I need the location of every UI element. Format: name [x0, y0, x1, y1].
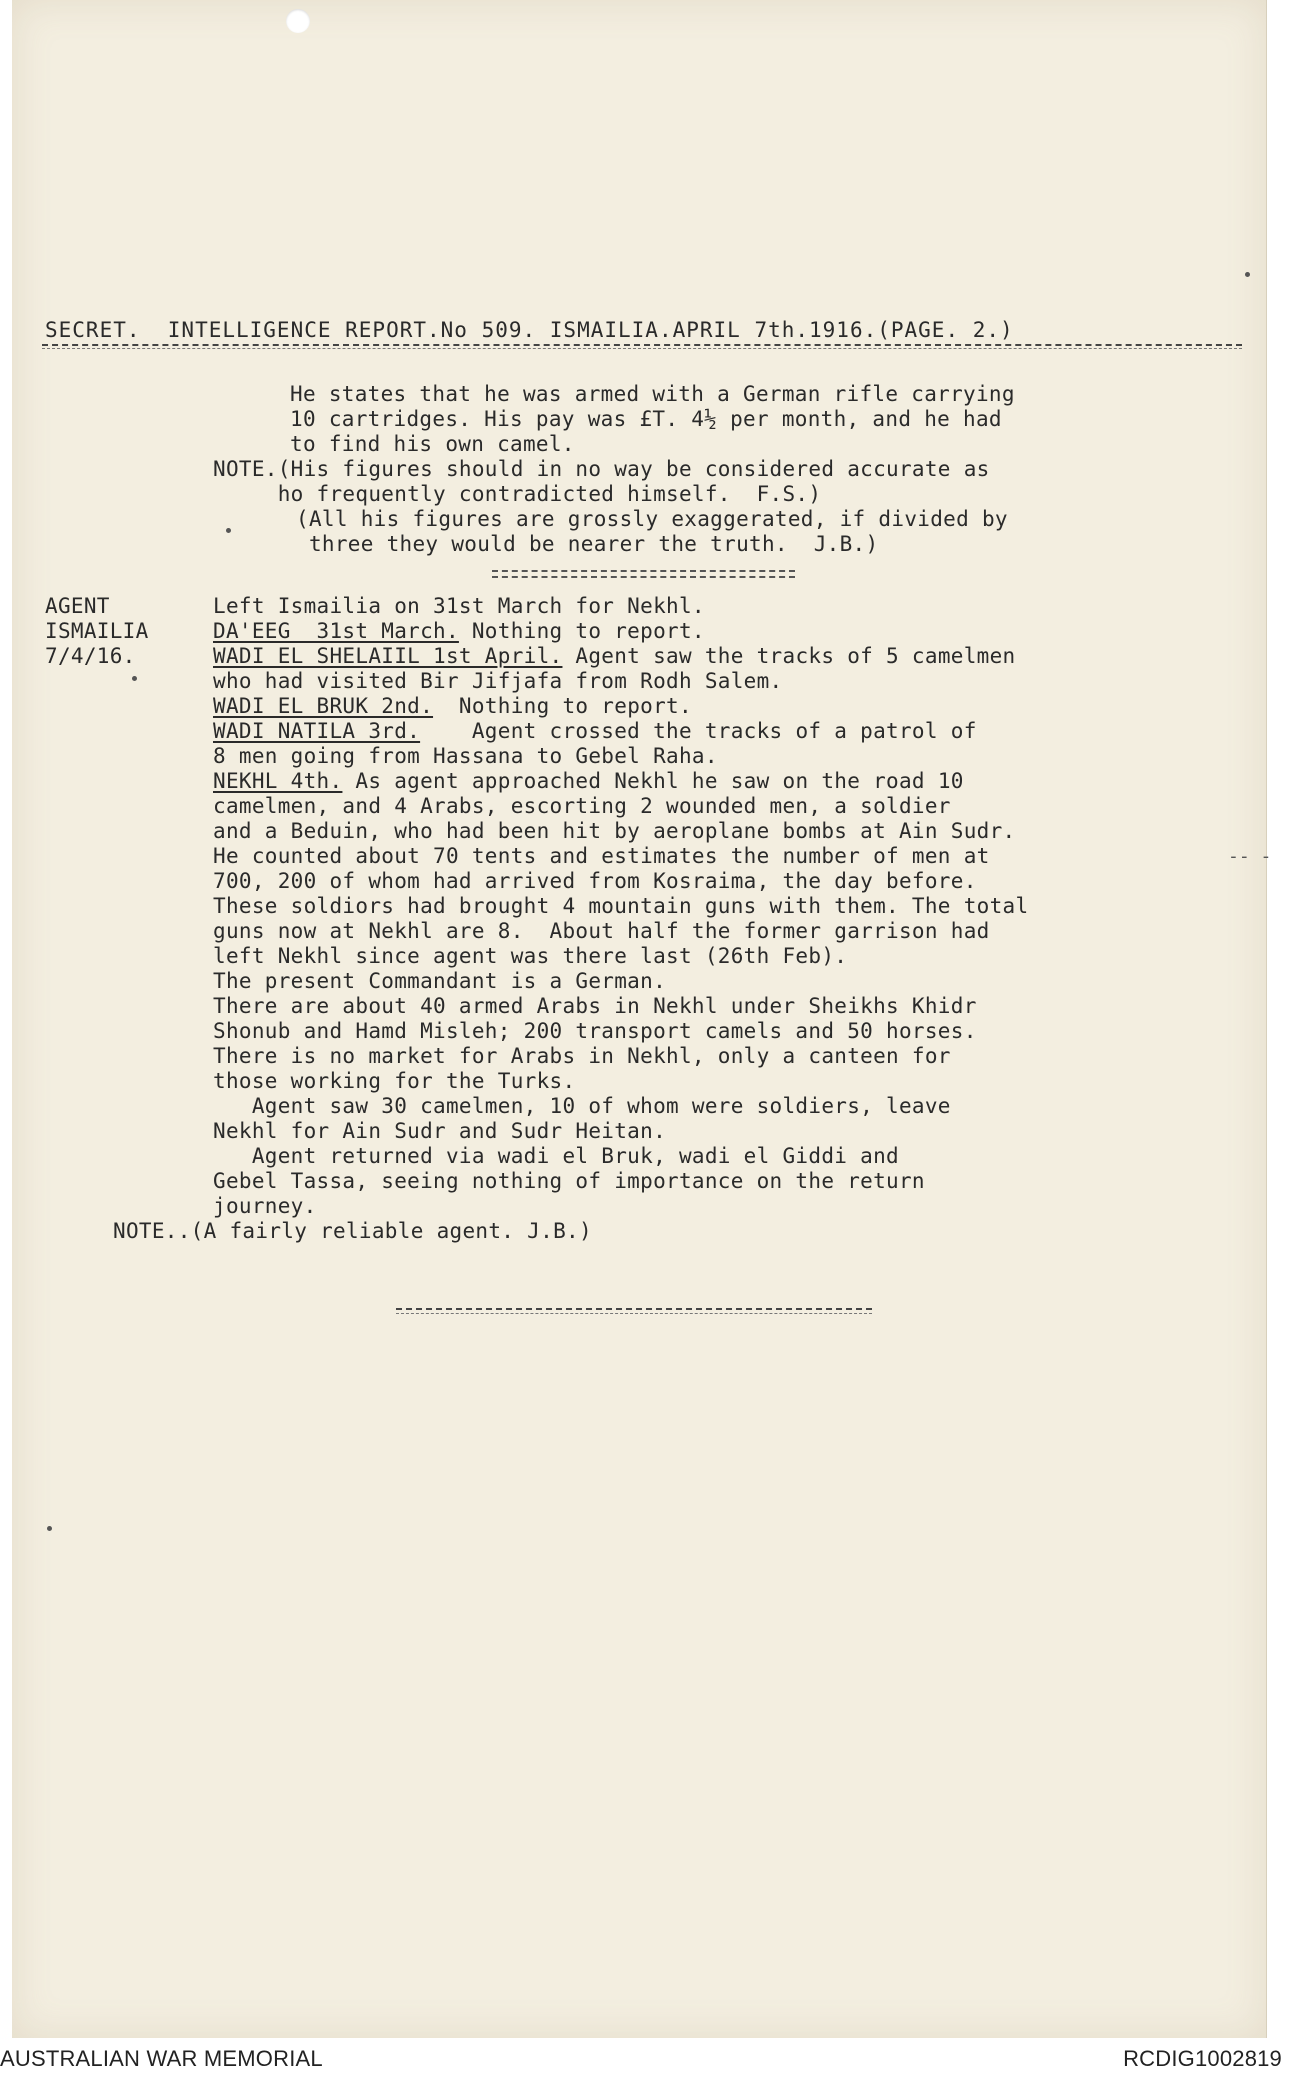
paper-mark — [226, 528, 231, 533]
nekhl-line: journey. — [213, 1194, 317, 1218]
nekhl-line: left Nekhl since agent was there last (26th Feb). — [213, 944, 848, 968]
entry-text: Nothing to report. — [433, 694, 692, 718]
nekhl-line: These soldiors had brought 4 mountain guns with them. The total — [213, 894, 1029, 918]
header-rule — [42, 344, 1242, 346]
paper-mark — [47, 1526, 52, 1531]
entry-bruk — [213, 694, 692, 720]
entry-left-ismailia: Left Ismailia on 31st March for Nekhl. — [213, 594, 705, 618]
entry-text: As agent approached Nekhl he saw on the road 10 — [342, 769, 964, 793]
note-jb-line: three they would be nearer the truth. J.B.) — [296, 532, 879, 556]
section-rule — [492, 576, 795, 578]
nekhl-line: He counted about 70 tents and estimates the number of men at — [213, 844, 990, 868]
nekhl-line: 700, 200 of whom had arrived from Kosraima, the day before. — [213, 869, 977, 893]
archive-credit: AUSTRALIAN WAR MEMORIAL — [0, 2046, 323, 2071]
nekhl-line: There are about 40 armed Arabs in Nekhl under Sheikhs Khidr — [213, 994, 977, 1018]
entry-daeeg — [213, 619, 705, 645]
entry-shelaiil — [213, 644, 1015, 670]
entry-text: Agent saw the tracks of 5 camelmen — [562, 644, 1016, 668]
nekhl-line: those working for the Turks. — [213, 1069, 576, 1093]
nekhl-line: There is no market for Arabs in Nekhl, only a canteen for — [213, 1044, 951, 1068]
entry-natila — [213, 719, 977, 745]
section-rule — [492, 570, 795, 572]
punch-hole — [286, 9, 310, 33]
closing-rule — [396, 1313, 872, 1314]
entry-heading: WADI EL BRUK 2nd. — [213, 694, 434, 718]
closing-rule — [396, 1308, 872, 1310]
nekhl-line: Agent returned via wadi el Bruk, wadi el Giddi and — [213, 1144, 899, 1168]
agent-location: ISMAILIA — [45, 619, 149, 643]
note-jb-line: (All his figures are grossly exaggerated, if divided by — [296, 507, 1008, 531]
entry-line: 8 men going from Hassana to Gebel Raha. — [213, 744, 718, 768]
nekhl-line: Nekhl for Ain Sudr and Sudr Heitan. — [213, 1119, 667, 1143]
agent-label: AGENT — [45, 594, 110, 618]
nekhl-line: Shonub and Hamd Misleh; 200 transport camels and 50 horses. — [213, 1019, 977, 1043]
note-fs-line: ho frequently contradicted himself. F.S.) — [213, 482, 822, 506]
nekhl-line: and a Beduin, who had been hit by aeroplane bombs at Ain Sudr. — [213, 819, 1016, 843]
nekhl-line: Agent saw 30 camelmen, 10 of whom were soldiers, leave — [213, 1094, 951, 1118]
archive-id: RCDIG1002819 — [1123, 2046, 1282, 2071]
entry-heading: WADI EL SHELAIIL 1st April. — [213, 644, 563, 668]
opening-line: to find his own camel. — [290, 432, 575, 456]
agent-date: 7/4/16. — [45, 644, 136, 668]
nekhl-line: The present Commandant is a German. — [213, 969, 667, 993]
entry-text: Nothing to report. — [458, 619, 705, 643]
entry-heading: WADI NATILA 3rd. — [213, 719, 421, 743]
nekhl-line: guns now at Nekhl are 8. About half the former garrison had — [213, 919, 990, 943]
entry-heading: NEKHL 4th. — [213, 769, 343, 793]
entry-nekhl — [213, 769, 964, 795]
paper-mark — [132, 676, 137, 681]
header-rule — [42, 348, 1242, 349]
final-note: NOTE..(A fairly reliable agent. J.B.) — [113, 1219, 592, 1243]
entry-text: Agent crossed the tracks of a patrol of — [420, 719, 977, 743]
note-fs-line: NOTE.(His figures should in no way be considered accurate as — [213, 457, 990, 481]
nekhl-line: Gebel Tassa, seeing nothing of importance on the return — [213, 1169, 925, 1193]
paper-mark — [1245, 272, 1250, 277]
entry-line: who had visited Bir Jifjafa from Rodh Salem. — [213, 669, 783, 693]
margin-mark: -- - — [1228, 846, 1272, 867]
entry-heading: DA'EEG 31st March. — [213, 619, 459, 643]
opening-line: He states that he was armed with a German rifle carrying — [290, 382, 1015, 406]
opening-line: 10 cartridges. His pay was £T. 4½ per month, and he had — [290, 407, 1002, 431]
nekhl-line: camelmen, and 4 Arabs, escorting 2 wounded men, a soldier — [213, 794, 951, 818]
report-header: SECRET. INTELLIGENCE REPORT.No 509. ISMAILIA.APRIL 7th.1916.(PAGE. 2.) — [45, 318, 1014, 342]
